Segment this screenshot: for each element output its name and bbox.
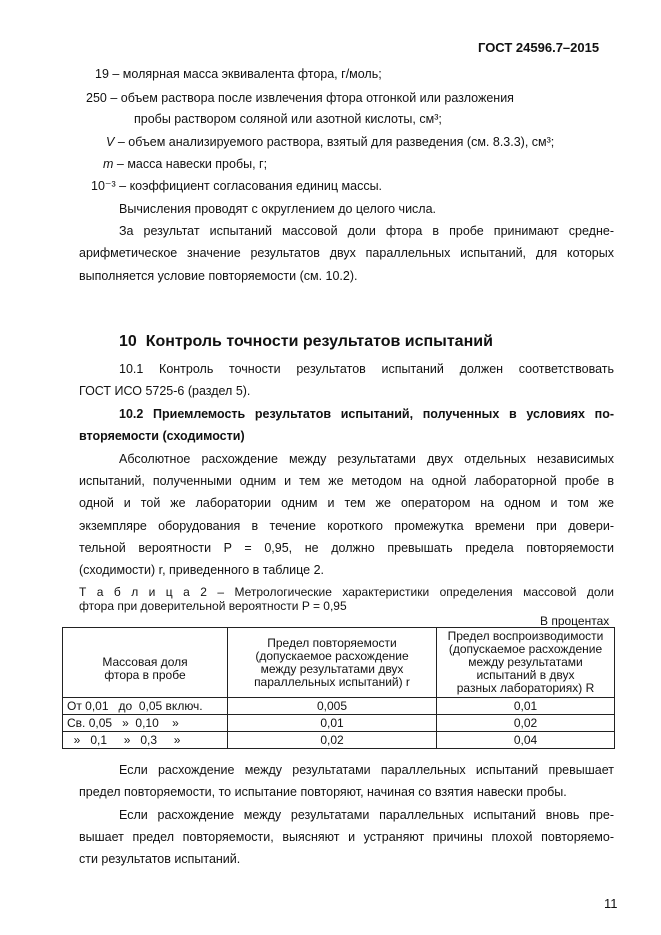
table-header-row [63,628,615,698]
header-line: между результатами [468,655,583,669]
table-units: В процентах [540,614,610,628]
table-row [63,732,615,749]
table-cell-range: От 0,01 до 0,05 включ. [63,698,228,715]
definition-text: – масса навески пробы, г; [113,157,268,171]
paragraph-line: (сходимости) r, приведенного в таблице 2. [79,563,325,577]
table-cell-r: 0,005 [228,698,437,715]
paragraph-line: выполняется условие повторяемости (см. 10.2). [79,269,358,283]
definition-line [134,111,442,127]
definition-line [103,156,267,172]
metrology-table [62,627,615,749]
paragraph-line: сти результатов испытаний. [79,852,241,866]
definition-symbol: V [106,135,115,149]
paragraph-line: Если расхождение между результатами параллельных испытаний превышает [119,763,614,777]
definition-line [91,178,382,194]
definition-line [86,90,514,106]
header-line: Предел повторяемости [267,635,397,650]
paragraph-line: испытаний, полученными одним и тем же методом на одной лабораторной пробе в [79,474,614,488]
definition-line [106,134,554,150]
definition-line [95,66,382,82]
table-cell-r: 0,02 [228,732,437,749]
definition-symbol: 250 [86,91,107,105]
table-row [63,698,615,715]
header-line: испытаний в двух [476,668,575,682]
table-header-cell [228,628,437,698]
paragraph-line: предел повторяемости, то испытание повторяют, начиная со взятия навески пробы. [79,785,567,799]
definition-symbol: 10⁻³ [91,179,116,193]
subsection-title: 10.2 Приемлемость результатов испытаний, полученных в условиях по- [119,407,614,421]
paragraph-line: ГОСТ ИСО 5725-6 (раздел 5). [79,384,251,398]
header-line: разных лабораториях) R [456,681,595,695]
section-title: Контроль точности результатов испытаний [145,333,493,350]
table-cell-R: 0,02 [437,715,615,732]
table-cell-range: Св. 0,05 » 0,10 » [63,715,228,732]
table-header-cell [63,628,228,698]
table-cell-r: 0,01 [228,715,437,732]
table-row [63,715,615,732]
definition-symbol: 19 [95,67,109,81]
definition-text: – молярная масса эквивалента фтора, г/моль; [108,67,382,81]
paragraph-line: Абсолютное расхождение между результатами двух отдельных независимых [119,452,614,466]
definition-text: пробы раствором соляной или азотной кислоты, см³; [134,112,442,126]
paragraph-line: одной и той же лаборатории одним и тем же оператором на одном и том же [79,496,614,510]
definition-text: – объем раствора после извлечения фтора отгонкой или разложения [106,91,514,105]
header-line: Предел воспроизводимости [447,629,604,643]
table-header-cell [437,628,615,698]
paragraph-line: экземпляре оборудования в течение короткого промежутка времени при довери- [79,519,614,533]
paragraph-line: вышает предел повторяемости, выясняют и устраняют причины плохой повторяемо- [79,830,614,844]
paragraph-rounding: Вычисления проводят с округлением до целого числа. [119,202,437,216]
standard-header: ГОСТ 24596.7–2015 [478,40,600,55]
header-line: (допускаемое расхождение [448,642,603,656]
table-cell-R: 0,01 [437,698,615,715]
subsection-title: вторяемости (сходимости) [79,429,245,443]
section-heading [119,333,493,351]
paragraph-line: тельной вероятности P = 0,95, не должно превышать предела повторяемости [79,541,614,555]
paragraph-line: Если расхождение между результатами параллельных испытаний вновь пре- [119,808,614,822]
paragraph-line: 10.1 Контроль точности результатов испытаний должен соответствовать [119,362,614,376]
definition-text: – объем анализируемого раствора, взятый для разведения (см. 8.3.3), см³; [114,135,555,149]
paragraph-line: За результат испытаний массовой доли фтора в пробе принимают средне- [119,224,614,238]
table-caption: фтора при доверительной вероятности P = 0,95 [79,599,347,613]
table-cell-range: » 0,1 » 0,3 » [63,732,228,749]
header-line: параллельных испытаний) r [254,674,410,689]
definition-text: – коэффициент согласования единиц массы. [115,179,383,193]
section-number: 10 [119,333,137,350]
header-line: (допускаемое расхождение [255,648,409,663]
table-cell-R: 0,04 [437,732,615,749]
table-caption: Т а б л и ц а 2 – Метрологические характеристики определения массовой доли [79,585,614,599]
header-line: между результатами двух [260,661,404,676]
page-number: 11 [604,896,618,911]
paragraph-line: арифметическое значение результатов двух параллельных испытаний, для которых [79,246,614,260]
definition-symbol: m [103,157,114,171]
header-line: фтора в пробе [104,667,186,682]
header-line: Массовая доля [102,654,188,669]
